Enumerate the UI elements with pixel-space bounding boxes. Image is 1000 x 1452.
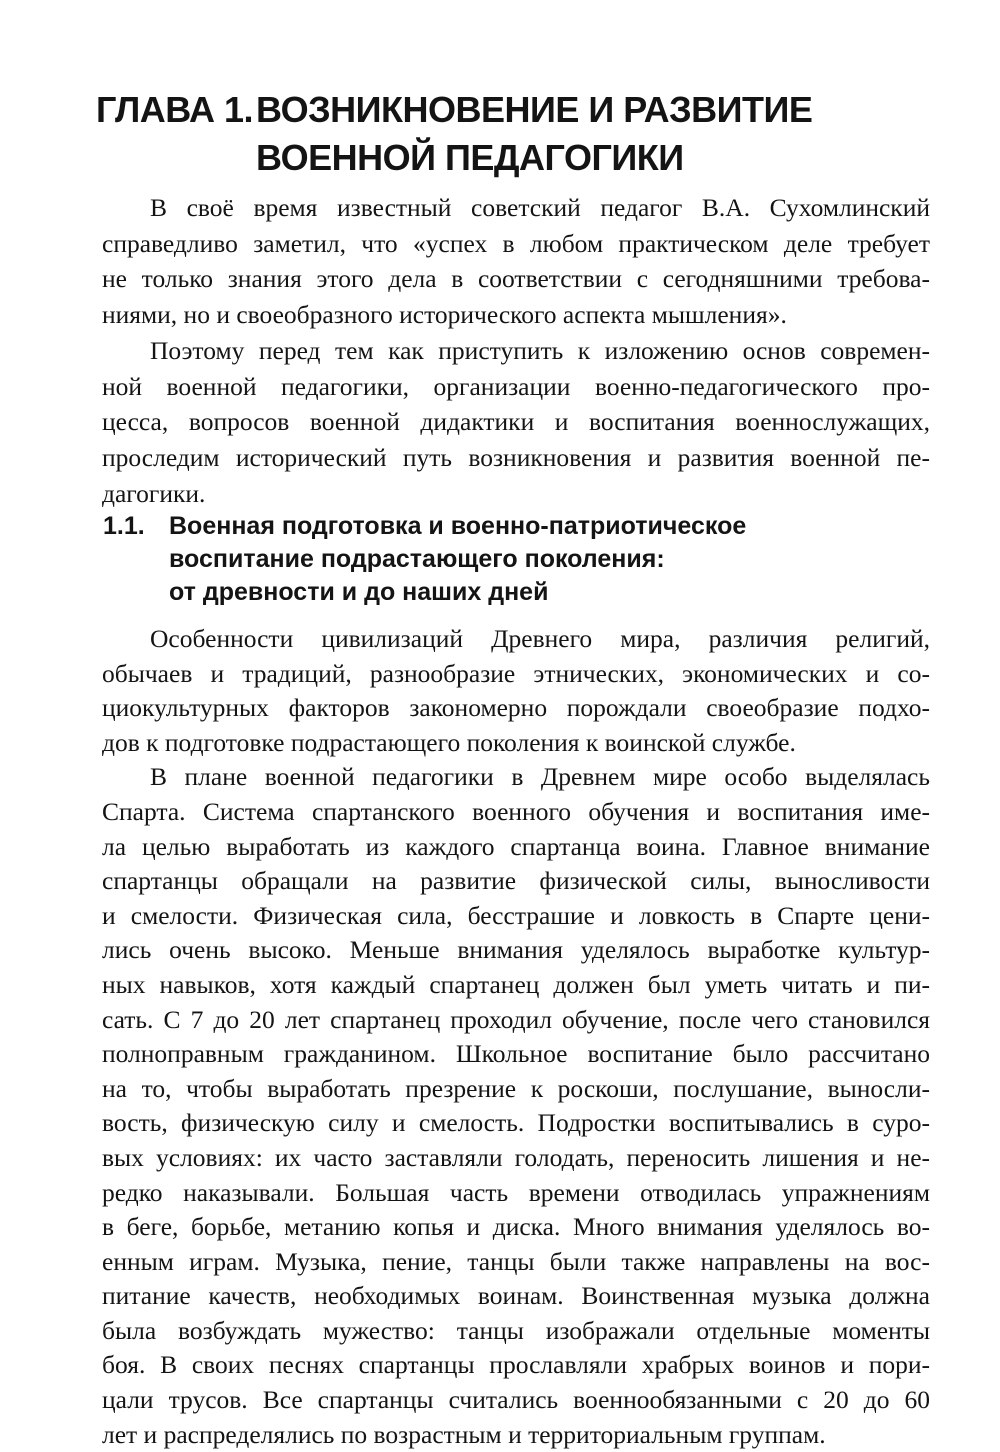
text-line: циокультурных факторов закономерно порождали своеобразие подхо- [102,693,930,723]
text-line: питание качеств, необходимых воинам. Воинственная музыка должна [102,1281,930,1311]
text-line: ных навыков, хотя каждый спартанец должен был уметь читать и пи- [102,969,930,999]
chapter-title-line: ВОЕННОЙ ПЕДАГОГИКИ [256,137,684,178]
section-title-line: воспитание подрастающего поколения: [169,545,665,573]
section-heading [103,510,883,609]
text-line: енным играм. Музыка, пение, танцы были также направлены на вос- [102,1246,930,1276]
intro-text [102,190,930,511]
text-line: ла целью выработать из каждого спартанца воина. Главное внимание [102,831,930,861]
text-line: Особенности цивилизаций Древнего мира, различия религий, [150,624,930,653]
text-line: на то, чтобы выработать презрение к роскоши, послушание, выносли- [102,1073,930,1103]
section-title [169,510,883,609]
section-title-line: Военная подготовка и военно-патриотическое [169,512,747,540]
text-line: В плане военной педагогики в Древнем мире особо выделялась [150,762,930,792]
section-title-line: от древности и до наших дней [169,578,549,606]
text-line: ной военной педагогики, организации военно-педагогического про- [102,371,930,401]
text-line: не только знания этого дела в соответствии с сегодняшними требова- [102,264,930,294]
text-line: лет и распределялись по возрастным и территориальным группам. [102,1419,826,1449]
text-line: вых условиях: их часто заставляли голодать, переносить лишения и не- [102,1142,930,1172]
text-line: проследим исторический путь возникновения и развития военной пе- [102,442,930,472]
text-line: спартанцы обращали на развитие физической силы, выносливости [102,866,930,896]
section-number: 1.1. [103,512,145,540]
text-line: вость, физическую силу и смелость. Подростки воспитывались в суро- [102,1108,930,1138]
text-line: лись очень высоко. Меньше внимания уделялось выработке культур- [102,935,930,965]
chapter-number: ГЛАВА 1. [96,89,253,130]
chapter-title [256,86,856,182]
text-line: В своё время известный советский педагог В.А. Сухомлинский [150,193,930,222]
chapter-title-line: ВОЗНИКНОВЕНИЕ И РАЗВИТИЕ [256,89,813,130]
text-line: цесса, вопросов военной дидактики и воспитания военнослужащих, [102,407,930,437]
text-line: цали трусов. Все спартанцы считались военнообязанными с 20 до 60 [102,1385,930,1415]
text-line: справедливо заметил, что «успех в любом практическом деле требует [102,228,930,258]
text-line: Поэтому перед тем как приступить к изложению основ современ- [150,335,930,365]
text-line: дагогики. [102,478,206,508]
text-line: обычаев и традиций, разнообразие этнических, экономических и со- [102,658,930,688]
text-line: и смелости. Физическая сила, бесстрашие и ловкость в Спарте цени- [102,900,930,930]
text-line: была возбуждать мужество: танцы изображали отдельные моменты [102,1315,930,1345]
section-text [102,622,930,1452]
text-line: дов к подготовке подрастающего поколения к воинской службе. [102,727,796,757]
text-line: Спарта. Система спартанского военного обучения и воспитания име- [102,796,930,826]
text-line: ниями, но и своеобразного исторического аспекта мышления». [102,300,787,330]
text-line: полноправным гражданином. Школьное воспитание было рассчитано [102,1039,930,1069]
text-line: в беге, борьбе, метанию копья и диска. Много внимания уделялось во- [102,1212,930,1242]
text-line: боя. В своих песнях спартанцы прославляли храбрых воинов и пори- [102,1350,930,1380]
text-line: сать. С 7 до 20 лет спартанец проходил обучение, после чего становился [102,1004,930,1034]
text-line: редко наказывали. Большая часть времени отводилась упражнениям [102,1177,930,1207]
chapter-heading [96,86,856,182]
